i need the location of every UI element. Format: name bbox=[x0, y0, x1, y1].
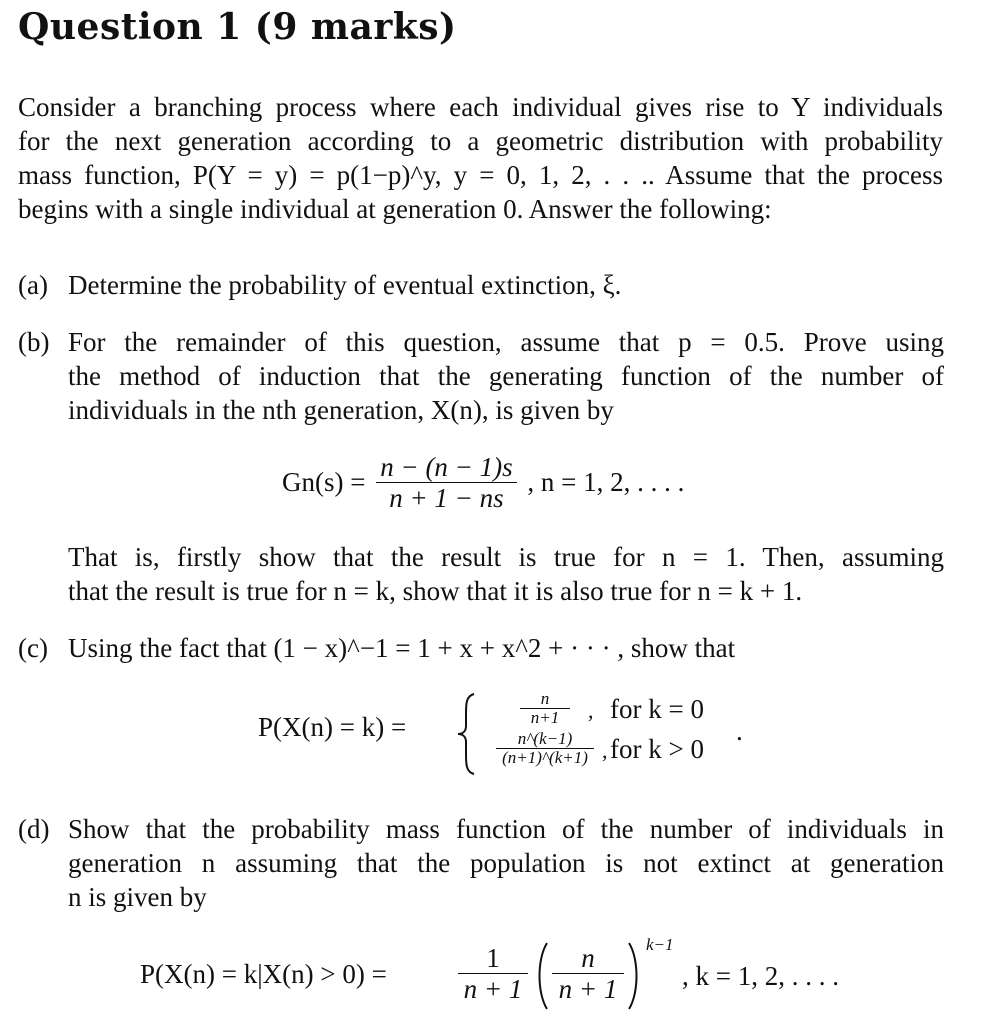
eq-d-inner-numerator: n bbox=[581, 943, 595, 973]
eq-b-fraction bbox=[376, 452, 516, 513]
intro-paragraph bbox=[18, 90, 943, 226]
case-2 bbox=[490, 730, 600, 767]
eq-b-denominator: n + 1 − ns bbox=[389, 483, 504, 513]
part-d-line: n is given by bbox=[68, 882, 207, 912]
eq-d-inner-fraction bbox=[552, 943, 624, 1004]
part-b-line: individuals in the nth generation, X(n), is given by bbox=[68, 395, 614, 425]
part-d-line: Show that the probability mass function of the number of individuals in bbox=[68, 814, 944, 844]
eq-c-tail: . bbox=[736, 716, 743, 746]
eq-d-denominator: n + 1 bbox=[463, 974, 523, 1004]
part-b-line: the method of induction that the generating function of the number of bbox=[68, 361, 944, 391]
conditional-pmf-equation bbox=[140, 935, 880, 1015]
part-d-label: (d) bbox=[18, 814, 50, 844]
eq-b-rhs: , n = 1, 2, . . . . bbox=[527, 467, 685, 497]
eq-d-numerator: 1 bbox=[486, 943, 500, 973]
case-2-comma: , bbox=[602, 738, 608, 763]
part-c-label: (c) bbox=[18, 633, 48, 663]
right-paren-icon bbox=[626, 941, 642, 1011]
part-b-label: (b) bbox=[18, 327, 50, 357]
intro-line: mass function, P(Y = y) = p(1−p)^y, y = 0, 1, 2, . . .. Assume that the process bbox=[18, 160, 943, 190]
eq-d-exponent: k−1 bbox=[646, 935, 674, 954]
part-b-line: For the remainder of this question, assume that p = 0.5. Prove using bbox=[68, 327, 944, 357]
left-brace-icon bbox=[456, 692, 478, 776]
question-title: Question 1 (9 marks) bbox=[18, 6, 457, 48]
generating-function-equation bbox=[282, 452, 684, 513]
eq-d-fraction bbox=[458, 943, 528, 1004]
eq-d-rhs: , k = 1, 2, . . . . bbox=[682, 961, 839, 991]
part-b-after-line: that the result is true for n = k, show that it is also true for n = k + 1. bbox=[68, 576, 803, 606]
case-1-numerator: n bbox=[540, 689, 550, 708]
intro-line: Consider a branching process where each individual gives rise to Y individuals bbox=[18, 92, 943, 122]
part-d-line: generation n assuming that the population is not extinct at generation bbox=[68, 848, 944, 878]
case-1 bbox=[490, 690, 600, 727]
case-2-condition: for k > 0 bbox=[610, 734, 704, 764]
case-1-condition: for k = 0 bbox=[610, 694, 704, 724]
eq-d-lhs: P(X(n) = k|X(n) > 0) = bbox=[140, 959, 387, 989]
part-a-text: Determine the probability of eventual extinction, ξ. bbox=[68, 270, 622, 300]
eq-c-lhs: P(X(n) = k) = bbox=[258, 712, 407, 742]
case-2-numerator: n^(k−1) bbox=[517, 729, 573, 748]
left-paren-icon bbox=[534, 941, 550, 1011]
case-1-denominator: n+1 bbox=[530, 708, 560, 727]
case-1-comma: , bbox=[588, 698, 594, 723]
eq-b-numerator: n − (n − 1)s bbox=[380, 452, 513, 482]
part-a-label: (a) bbox=[18, 270, 48, 300]
intro-line: begins with a single individual at generation 0. Answer the following: bbox=[18, 194, 772, 224]
part-b-after-line: That is, firstly show that the result is true for n = 1. Then, assuming bbox=[68, 542, 944, 572]
case-2-denominator: (n+1)^(k+1) bbox=[502, 748, 588, 767]
eq-d-inner-denominator: n + 1 bbox=[558, 974, 618, 1004]
part-c-text: Using the fact that (1 − x)^−1 = 1 + x + x^2 + · · · , show that bbox=[68, 633, 736, 663]
eq-b-lhs: Gn(s) = bbox=[282, 467, 366, 497]
intro-line: for the next generation according to a geometric distribution with probability bbox=[18, 126, 943, 156]
